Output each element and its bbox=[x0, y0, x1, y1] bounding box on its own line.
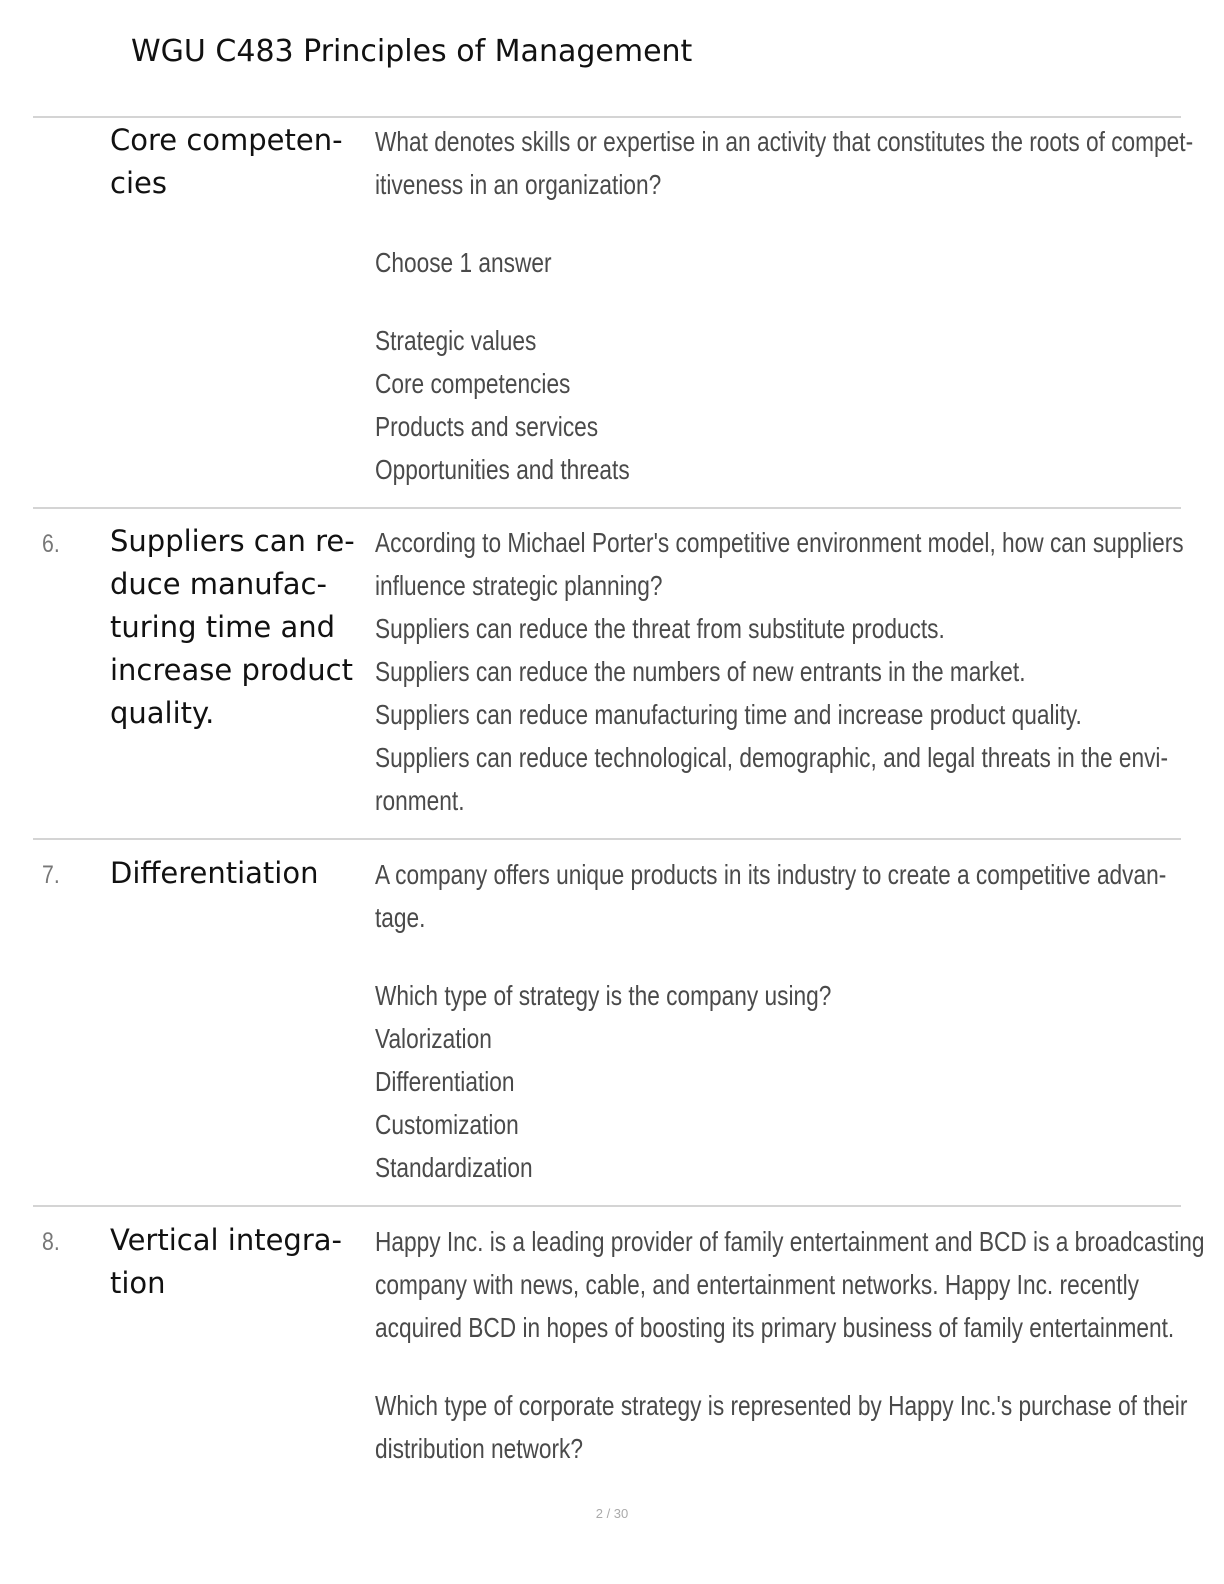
def-line: Happy Inc. is a leading provider of family entertainment and BCD is a broadcasting bbox=[375, 1226, 1205, 1257]
answer-option: Opportunities and threats bbox=[375, 454, 630, 485]
def-line: Choose 1 answer bbox=[375, 247, 552, 278]
card-definition bbox=[375, 853, 1169, 1189]
card-term bbox=[110, 1219, 365, 1305]
answer-option: Suppliers can reduce the numbers of new entrants in the market. bbox=[375, 656, 1026, 687]
def-line: According to Michael Porter's competitive environment model, how can suppliers bbox=[375, 527, 1184, 558]
def-line: tage. bbox=[375, 902, 426, 933]
divider bbox=[33, 838, 1181, 840]
divider bbox=[33, 116, 1181, 118]
card-number: 6. bbox=[42, 530, 60, 558]
answer-option: Valorization bbox=[375, 1023, 492, 1054]
def-line: influence strategic planning? bbox=[375, 570, 663, 601]
term-line: turing time and bbox=[110, 610, 336, 644]
divider bbox=[33, 1205, 1181, 1207]
answer-option: Core competencies bbox=[375, 368, 571, 399]
def-line: acquired BCD in hopes of boosting its primary business of family entertainment. bbox=[375, 1312, 1175, 1343]
def-line: What denotes skills or expertise in an activity that constitutes the roots of compet- bbox=[375, 126, 1194, 157]
card-number: 7. bbox=[42, 861, 60, 889]
def-line: Which type of strategy is the company using? bbox=[375, 980, 832, 1011]
def-line: itiveness in an organization? bbox=[375, 169, 662, 200]
answer-option: Suppliers can reduce technological, demographic, and legal threats in the envi- bbox=[375, 742, 1169, 773]
card-term bbox=[110, 119, 365, 205]
def-line: company with news, cable, and entertainment networks. Happy Inc. recently bbox=[375, 1269, 1139, 1300]
card-term bbox=[110, 852, 365, 895]
term-line: Vertical integra- bbox=[110, 1223, 342, 1257]
term-line: Core competen- bbox=[110, 123, 343, 157]
card-definition bbox=[375, 521, 1184, 822]
term-line: Differentiation bbox=[110, 856, 319, 890]
term-line: cies bbox=[110, 166, 167, 200]
divider bbox=[33, 507, 1181, 509]
answer-option: Customization bbox=[375, 1109, 519, 1140]
answer-option: Differentiation bbox=[375, 1066, 515, 1097]
term-line: increase product bbox=[110, 653, 353, 687]
page-number: 2 / 30 bbox=[595, 1506, 629, 1521]
card-definition bbox=[375, 120, 1194, 491]
term-line: duce manufac- bbox=[110, 567, 327, 601]
def-line: Which type of corporate strategy is represented by Happy Inc.'s purchase of their bbox=[375, 1390, 1188, 1421]
answer-option: ronment. bbox=[375, 785, 465, 816]
answer-option: Standardization bbox=[375, 1152, 533, 1183]
card-definition bbox=[375, 1220, 1205, 1470]
def-line: distribution network? bbox=[375, 1433, 584, 1464]
page-title: WGU C483 Principles of Management bbox=[131, 34, 693, 69]
def-line: A company offers unique products in its industry to create a competitive advan- bbox=[375, 859, 1167, 890]
answer-option: Strategic values bbox=[375, 325, 537, 356]
answer-option: Products and services bbox=[375, 411, 599, 442]
card-number: 8. bbox=[42, 1228, 60, 1256]
card-term bbox=[110, 520, 365, 735]
term-line: Suppliers can re- bbox=[110, 524, 355, 558]
answer-option: Suppliers can reduce manufacturing time and increase product quality. bbox=[375, 699, 1082, 730]
term-line: quality. bbox=[110, 696, 215, 730]
term-line: tion bbox=[110, 1266, 166, 1300]
answer-option: Suppliers can reduce the threat from substitute products. bbox=[375, 613, 945, 644]
